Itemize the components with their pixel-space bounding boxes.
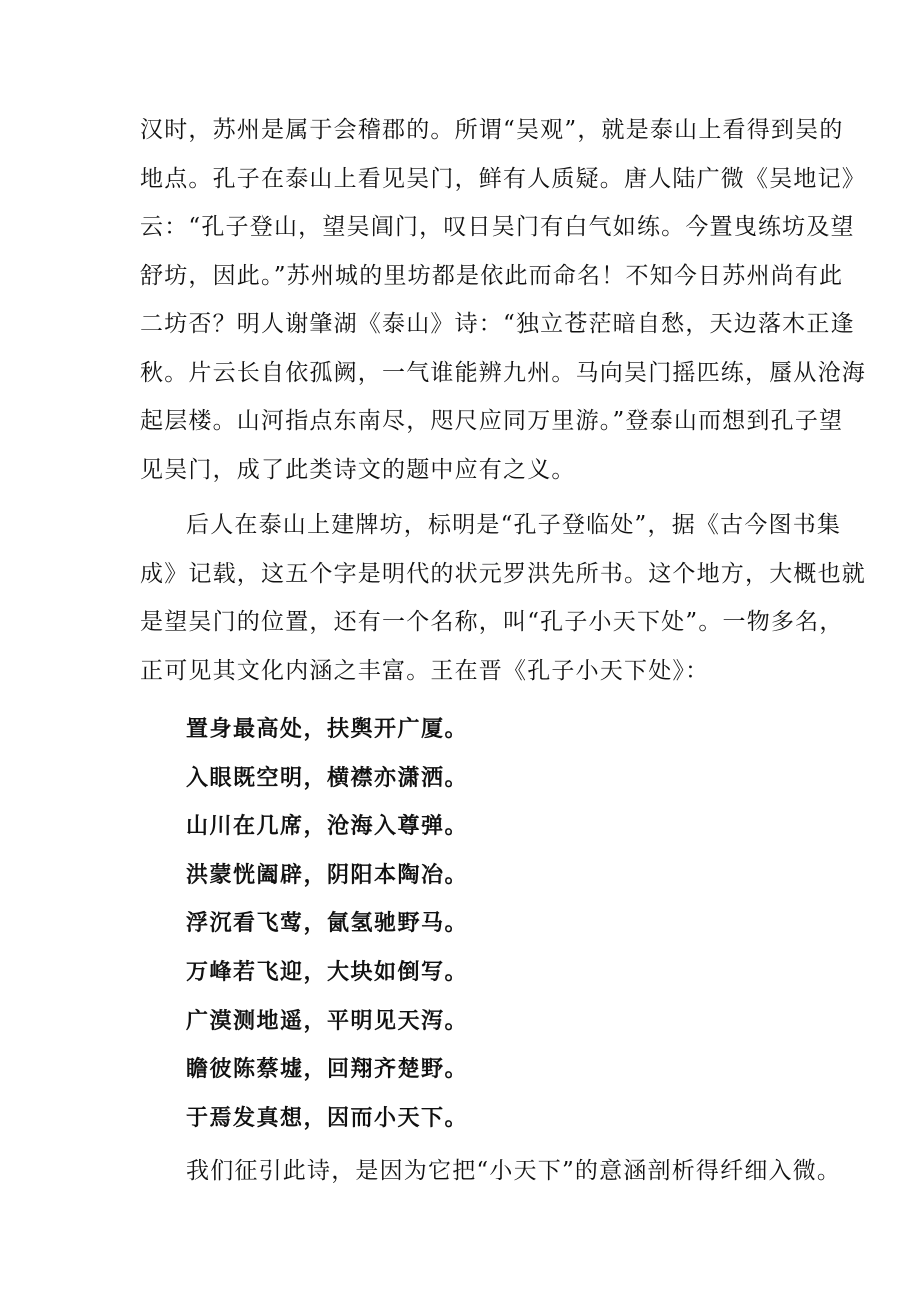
poem-line: 广漠测地遥，平明见天泻。 xyxy=(186,1008,469,1034)
text-line: 起层楼。山河指点东南尽，咫尺应同万里游。”登泰山而想到孔子望 xyxy=(140,408,844,434)
text-line: 是望吴门的位置，还有一个名称，叫“孔子小天下处”。一物多名， xyxy=(140,609,844,635)
text-line: 二坊否？明人谢肇湖《泰山》诗：“独立苍茫暗自愁，天边落木正逢 xyxy=(140,311,855,337)
text-line: 汉时，苏州是属于会稽郡的。所谓“吴观”，就是泰山上看得到吴的 xyxy=(140,117,844,143)
text-line: 我们征引此诗，是因为它把“小天下”的意涵剖析得纤细入微。 xyxy=(186,1158,842,1184)
text-line: 舒坊，因此。”苏州城的里坊都是依此而命名！不知今日苏州尚有此 xyxy=(140,262,844,289)
poem-line: 山川在几席，沧海入尊弹。 xyxy=(186,814,469,840)
poem-line: 浮沉看飞莺，氤氢驰野马。 xyxy=(186,911,469,937)
poem-line: 洪蒙恍阖辟，阴阳本陶冶。 xyxy=(186,862,469,888)
poem-line: 于焉发真想，因而小天下。 xyxy=(186,1105,469,1131)
paragraph-wu-guan xyxy=(140,106,866,494)
text-line: 云：“孔子登山，望吴阊门，叹日吴门有白气如练。今置曳练坊及望 xyxy=(140,214,855,240)
poem xyxy=(186,706,468,1143)
poem-line: 瞻彼陈蔡墟，回翔齐楚野。 xyxy=(186,1057,469,1083)
text-line: 正可见其文化内涵之丰富。王在晋《孔子小天下处》： xyxy=(140,657,710,684)
paragraph-conclusion xyxy=(140,1147,842,1196)
text-line: 成》记载，这五个字是明代的状元罗洪先所书。这个地方，大概也就 xyxy=(140,560,866,587)
text-line: 后人在泰山上建牌坊，标明是“孔子登临处”，据《古今图书集 xyxy=(186,512,842,538)
text-line: 秋。片云长自依孤阙，一气谁能辨九州。马向吴门摇匹练，蜃从沧海 xyxy=(140,359,866,386)
poem-line: 置身最高处，扶舆开广厦。 xyxy=(186,717,469,742)
poem-line: 入眼既空明，横襟亦潇洒。 xyxy=(186,765,469,791)
poem-line: 万峰若飞迎，大块如倒写。 xyxy=(186,959,469,985)
text-line: 见吴门，成了此类诗文的题中应有之义。 xyxy=(140,456,576,483)
text-line: 地点。孔子在泰山上看见吴门，鲜有人质疑。唐人陆广微《吴地记》 xyxy=(140,165,866,192)
paragraph-paifang xyxy=(140,501,866,695)
